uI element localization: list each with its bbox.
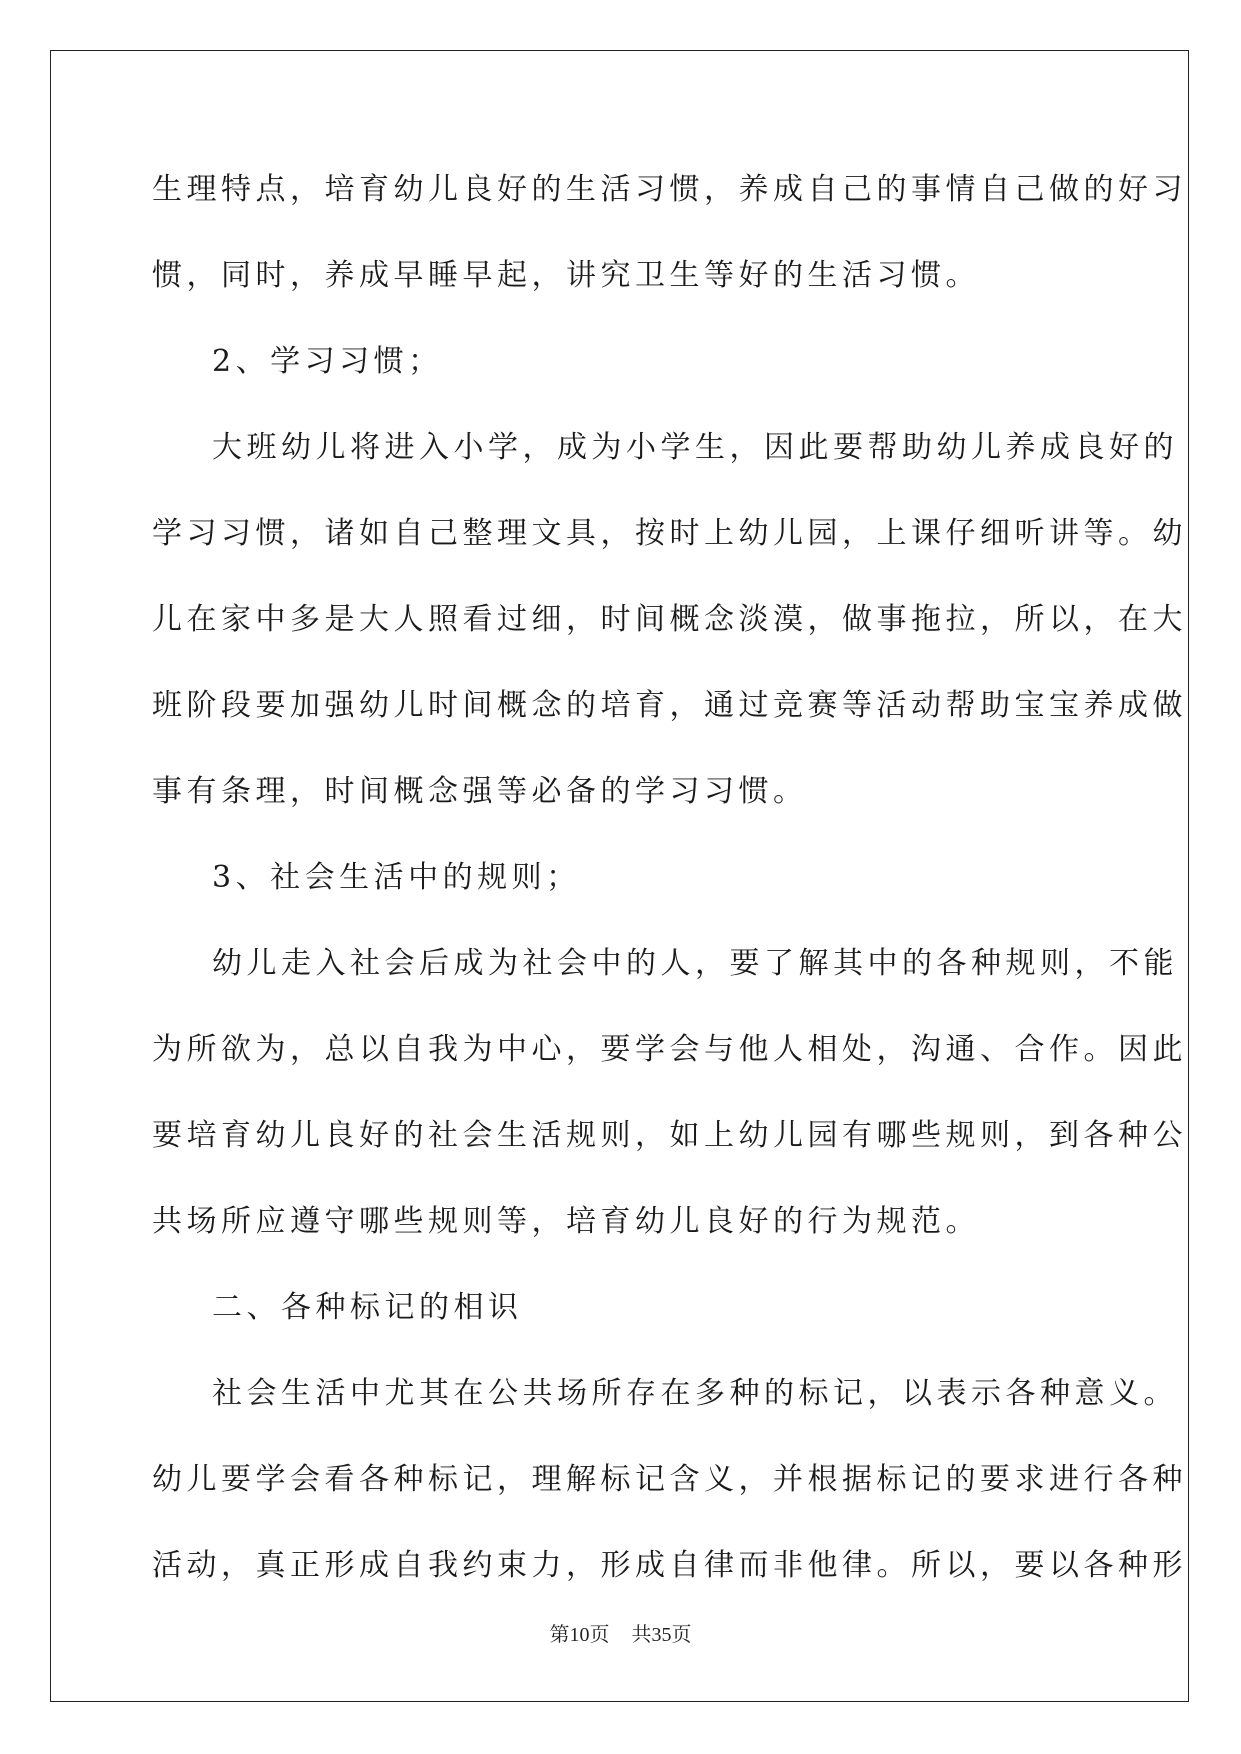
text-line-15: 社会生活中尤其在公共场所存在多种的标记，以表示各种意义。 [212, 1376, 1178, 1411]
text-line-12: 要培育幼儿良好的社会生活规则，如上幼儿园有哪些规则，到各种公 [152, 1118, 1187, 1153]
text-line-4: 大班幼儿将进入小学，成为小学生，因此要帮助幼儿养成良好的 [212, 430, 1178, 465]
text-line-1: 生理特点，培育幼儿良好的生活习惯，养成自己的事情自己做的好习 [152, 172, 1187, 207]
section-heading-signs: 二、各种标记的相识 [212, 1290, 523, 1325]
total-pages: 共35页 [631, 1624, 692, 1646]
text-line-16: 幼儿要学会看各种标记，理解标记含义，并根据标记的要求进行各种 [152, 1462, 1187, 1497]
section-heading-social-rules: 3、社会生活中的规则； [212, 860, 581, 895]
text-line-11: 为所欲为，总以自我为中心，要学会与他人相处，沟通、合作。因此 [152, 1032, 1187, 1067]
page-footer [0, 1618, 1241, 1647]
text-line-7: 班阶段要加强幼儿时间概念的培育，通过竞赛等活动帮助宝宝养成做 [152, 688, 1187, 723]
text-line-17: 活动，真正形成自我约束力，形成自律而非他律。所以，要以各种形 [152, 1548, 1187, 1583]
text-line-8: 事有条理，时间概念强等必备的学习习惯。 [152, 774, 808, 809]
document-body [152, 160, 1187, 1622]
text-line-2: 惯，同时，养成早睡早起，讲究卫生等好的生活习惯。 [152, 258, 980, 293]
text-line-13: 共场所应遵守哪些规则等，培育幼儿良好的行为规范。 [152, 1204, 980, 1239]
text-line-10: 幼儿走入社会后成为社会中的人，要了解其中的各种规则，不能 [212, 946, 1178, 981]
section-heading-learning-habits: 2、学习习惯； [212, 344, 443, 379]
text-line-6: 儿在家中多是大人照看过细，时间概念淡漠，做事拖拉，所以，在大 [152, 602, 1187, 637]
current-page-number: 第10页 [549, 1624, 610, 1646]
text-line-5: 学习习惯，诸如自己整理文具，按时上幼儿园，上课仔细听讲等。幼 [152, 516, 1187, 551]
